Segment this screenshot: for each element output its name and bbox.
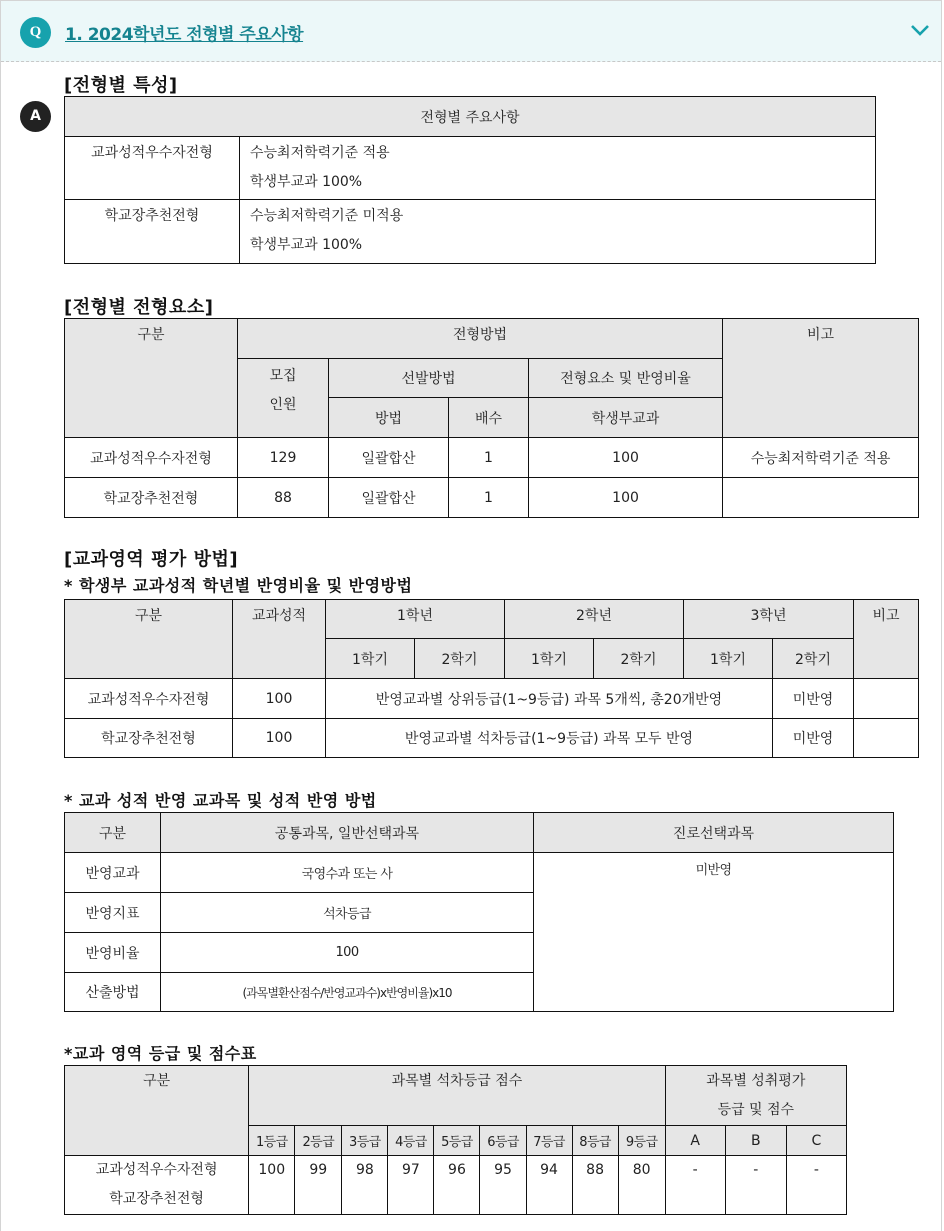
- subheading-score-table: *교과 영역 등급 및 점수표: [64, 1044, 257, 1063]
- header-achv-a: A: [665, 1126, 725, 1156]
- table-header: 전형별 주요사항: [65, 97, 876, 137]
- cell-multiple: 1: [449, 438, 529, 478]
- detail-line: 학생부교과 100%: [250, 174, 363, 190]
- header-y2-sem1: 1학기: [505, 639, 594, 679]
- track-name: 학교장추천전형: [109, 1191, 204, 1207]
- chevron-down-icon[interactable]: [910, 23, 930, 37]
- header-grade-9: 9등급: [618, 1126, 665, 1156]
- cell-record: 100: [529, 438, 723, 478]
- cell-recruit: 129: [238, 438, 329, 478]
- cell-note: [854, 679, 919, 719]
- cell-score: 95: [480, 1156, 526, 1215]
- question-badge: Q: [20, 17, 51, 48]
- question-title-link[interactable]: 1. 2024학년도 전형별 주요사항: [65, 25, 304, 45]
- cell-label: 반영지표: [65, 893, 161, 933]
- cell-score: 99: [295, 1156, 342, 1215]
- section-heading-evaluation: [교과영역 평가 방법]: [64, 549, 239, 570]
- cell-name: 학교장추천전형: [65, 478, 238, 518]
- cell-name: 교과성적우수자전형: [65, 438, 238, 478]
- header-recruit-line: 모집: [269, 368, 297, 384]
- header-achievement-line: 등급 및 점수: [717, 1102, 795, 1118]
- header-grade-5: 5등급: [434, 1126, 480, 1156]
- table-row: [65, 478, 919, 518]
- header-y3-sem2: 2학기: [773, 639, 854, 679]
- cell-name: 교과성적우수자전형: [65, 679, 233, 719]
- table-row: [65, 679, 919, 719]
- cell-names: [65, 1156, 249, 1215]
- track-name: 교과성적우수자전형: [65, 137, 240, 200]
- cell-value: 국영수과 또는 사: [161, 853, 534, 893]
- header-recruit: [238, 359, 329, 438]
- elements-table: [64, 318, 919, 518]
- header-achievement-line: 과목별 성취평가: [706, 1073, 806, 1089]
- header-year2: 2학년: [505, 600, 684, 639]
- cell-recruit: 88: [238, 478, 329, 518]
- header-record: 학생부교과: [529, 398, 723, 438]
- cell-achv: -: [725, 1156, 786, 1215]
- detail-line: 수능최저학력기준 미적용: [250, 208, 404, 224]
- table-row: [65, 200, 876, 264]
- table-row: [65, 719, 919, 758]
- detail-line: 학생부교과 100%: [250, 237, 363, 253]
- cell-method: 반영교과별 상위등급(1~9등급) 과목 5개씩, 총20개반영: [326, 679, 773, 719]
- cell-achv: -: [665, 1156, 725, 1215]
- cell-label: 반영교과: [65, 853, 161, 893]
- cell-note: [854, 719, 919, 758]
- header-grade-7: 7등급: [526, 1126, 572, 1156]
- cell-label: 반영비율: [65, 933, 161, 973]
- header-grade-1: 1등급: [249, 1126, 295, 1156]
- table-row: [65, 438, 919, 478]
- subheading-year-ratio: * 학생부 교과성적 학년별 반영비율 및 반영방법: [64, 576, 413, 595]
- header-grade-4: 4등급: [388, 1126, 434, 1156]
- cell-multiple: 1: [449, 478, 529, 518]
- cell-score: 100: [249, 1156, 295, 1215]
- header-note: 비고: [723, 319, 919, 438]
- track-name: 학교장추천전형: [65, 200, 240, 264]
- header-achv-c: C: [786, 1126, 846, 1156]
- header-gubun: 구분: [65, 600, 233, 679]
- header-year3: 3학년: [684, 600, 854, 639]
- answer-badge: A: [20, 101, 51, 132]
- track-detail: [240, 200, 876, 264]
- header-y2-sem2: 2학기: [594, 639, 684, 679]
- table-row: [65, 853, 894, 893]
- subjects-table: [64, 812, 894, 1012]
- header-grade-2: 2등급: [295, 1126, 342, 1156]
- header-y3-sem1: 1학기: [684, 639, 773, 679]
- year-ratio-table: [64, 599, 919, 758]
- header-gubun: 구분: [65, 1066, 249, 1156]
- header-recruit-line: 인원: [269, 397, 297, 413]
- header-y1-sem2: 2학기: [415, 639, 505, 679]
- cell-grade: 100: [233, 679, 326, 719]
- characteristics-table: [64, 96, 876, 264]
- cell-note: 수능최저학력기준 적용: [723, 438, 919, 478]
- cell-note: [723, 478, 919, 518]
- cell-method: 반영교과별 석차등급(1~9등급) 과목 모두 반영: [326, 719, 773, 758]
- cell-career-value: 미반영: [534, 853, 894, 1012]
- header-elements: 전형요소 및 반영비율: [529, 359, 723, 398]
- header-method: 전형방법: [238, 319, 723, 359]
- cell-y3s2: 미반영: [773, 679, 854, 719]
- cell-value: 석차등급: [161, 893, 534, 933]
- cell-score: 97: [388, 1156, 434, 1215]
- cell-grade: 100: [233, 719, 326, 758]
- cell-value: (과목별환산점수/반영교과수)x반영비율)x10: [161, 973, 534, 1012]
- cell-name: 학교장추천전형: [65, 719, 233, 758]
- track-detail: [240, 137, 876, 200]
- section-heading-elements: [전형별 전형요소]: [64, 297, 214, 318]
- header-note: 비고: [854, 600, 919, 679]
- header-common: 공통과목, 일반선택과목: [161, 813, 534, 853]
- header-year1: 1학년: [326, 600, 505, 639]
- score-table: [64, 1065, 847, 1215]
- cell-y3s2: 미반영: [773, 719, 854, 758]
- table-row: [65, 137, 876, 200]
- header-multiple: 배수: [449, 398, 529, 438]
- cell-score: 96: [434, 1156, 480, 1215]
- cell-value: 100: [161, 933, 534, 973]
- header-grade: 교과성적: [233, 600, 326, 679]
- header-way: 방법: [329, 398, 449, 438]
- subheading-subjects: * 교과 성적 반영 교과목 및 성적 반영 방법: [64, 791, 377, 810]
- header-gubun: 구분: [65, 319, 238, 438]
- header-achievement: [665, 1066, 846, 1126]
- header-selection: 선발방법: [329, 359, 529, 398]
- header-grade-6: 6등급: [480, 1126, 526, 1156]
- header-achv-b: B: [725, 1126, 786, 1156]
- detail-line: 수능최저학력기준 적용: [250, 145, 390, 161]
- table-row: [65, 1156, 847, 1215]
- cell-score: 88: [572, 1156, 618, 1215]
- cell-way: 일괄합산: [329, 438, 449, 478]
- header-y1-sem1: 1학기: [326, 639, 415, 679]
- cell-achv: -: [786, 1156, 846, 1215]
- header-career: 진로선택과목: [534, 813, 894, 853]
- cell-way: 일괄합산: [329, 478, 449, 518]
- header-grade-3: 3등급: [342, 1126, 388, 1156]
- section-heading-characteristics: [전형별 특성]: [64, 75, 178, 96]
- cell-score: 98: [342, 1156, 388, 1215]
- cell-score: 94: [526, 1156, 572, 1215]
- cell-label: 산출방법: [65, 973, 161, 1012]
- cell-score: 80: [618, 1156, 665, 1215]
- faq-question-bar[interactable]: [1, 1, 941, 62]
- track-name: 교과성적우수자전형: [95, 1162, 218, 1178]
- header-grade-8: 8등급: [572, 1126, 618, 1156]
- cell-record: 100: [529, 478, 723, 518]
- header-rank-score: 과목별 석차등급 점수: [249, 1066, 665, 1126]
- header-gubun: 구분: [65, 813, 161, 853]
